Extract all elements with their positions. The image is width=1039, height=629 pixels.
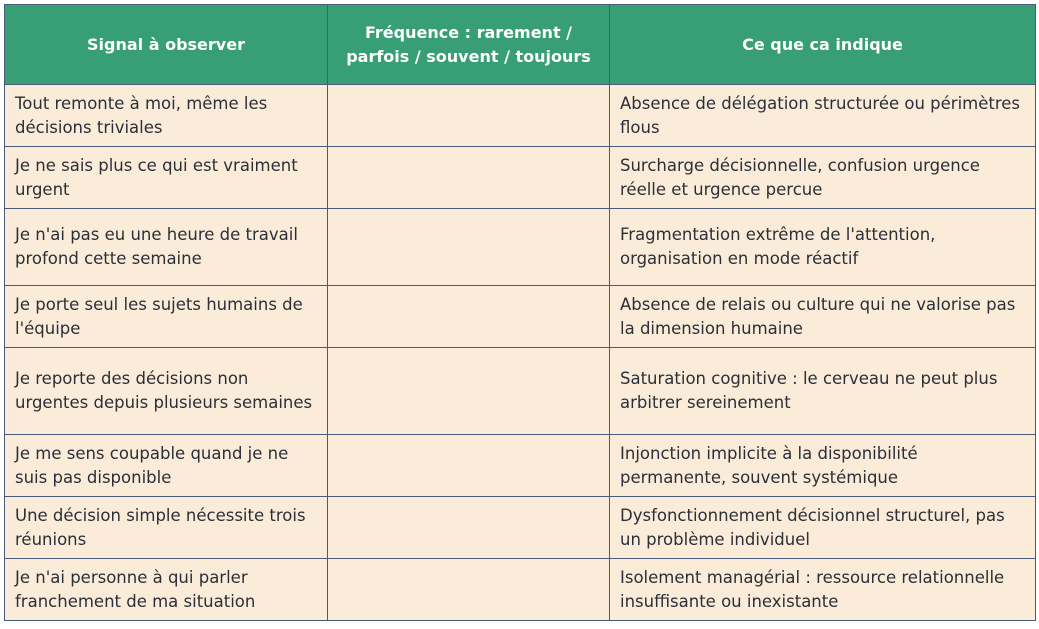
cell-indique: Dysfonctionnement décisionnel structurel, pas un problème individuel — [610, 497, 1036, 559]
table-row — [5, 147, 1036, 209]
cell-frequence[interactable] — [328, 559, 610, 621]
cell-indique: Surcharge décisionnelle, confusion urgence réelle et urgence percue — [610, 147, 1036, 209]
cell-frequence[interactable] — [328, 286, 610, 348]
cell-indique: Saturation cognitive : le cerveau ne peut plus arbitrer sereinement — [610, 348, 1036, 435]
table-header-row — [5, 5, 1036, 85]
cell-signal: Je me sens coupable quand je ne suis pas disponible — [5, 435, 328, 497]
cell-indique: Isolement managérial : ressource relationnelle insuffisante ou inexistante — [610, 559, 1036, 621]
cell-frequence[interactable] — [328, 85, 610, 147]
header-indique: Ce que ca indique — [610, 5, 1036, 85]
header-signal: Signal à observer — [5, 5, 328, 85]
cell-indique: Injonction implicite à la disponibilité permanente, souvent systémique — [610, 435, 1036, 497]
cell-signal: Je porte seul les sujets humains de l'équipe — [5, 286, 328, 348]
table-row — [5, 497, 1036, 559]
header-frequence: Fréquence : rarement / parfois / souvent / toujours — [328, 5, 610, 85]
signal-table-container — [4, 4, 1035, 621]
cell-signal: Je reporte des décisions non urgentes depuis plusieurs semaines — [5, 348, 328, 435]
table-row — [5, 559, 1036, 621]
table-row — [5, 85, 1036, 147]
table-row — [5, 435, 1036, 497]
cell-signal: Je n'ai personne à qui parler franchement de ma situation — [5, 559, 328, 621]
cell-indique: Fragmentation extrême de l'attention, organisation en mode réactif — [610, 209, 1036, 286]
cell-signal: Tout remonte à moi, même les décisions triviales — [5, 85, 328, 147]
cell-indique: Absence de délégation structurée ou périmètres flous — [610, 85, 1036, 147]
cell-signal: Une décision simple nécessite trois réunions — [5, 497, 328, 559]
cell-signal: Je n'ai pas eu une heure de travail profond cette semaine — [5, 209, 328, 286]
table-row — [5, 286, 1036, 348]
cell-indique: Absence de relais ou culture qui ne valorise pas la dimension humaine — [610, 286, 1036, 348]
cell-frequence[interactable] — [328, 348, 610, 435]
cell-frequence[interactable] — [328, 497, 610, 559]
signal-table — [4, 4, 1036, 621]
table-row — [5, 209, 1036, 286]
cell-frequence[interactable] — [328, 209, 610, 286]
cell-frequence[interactable] — [328, 435, 610, 497]
cell-frequence[interactable] — [328, 147, 610, 209]
cell-signal: Je ne sais plus ce qui est vraiment urgent — [5, 147, 328, 209]
table-row — [5, 348, 1036, 435]
